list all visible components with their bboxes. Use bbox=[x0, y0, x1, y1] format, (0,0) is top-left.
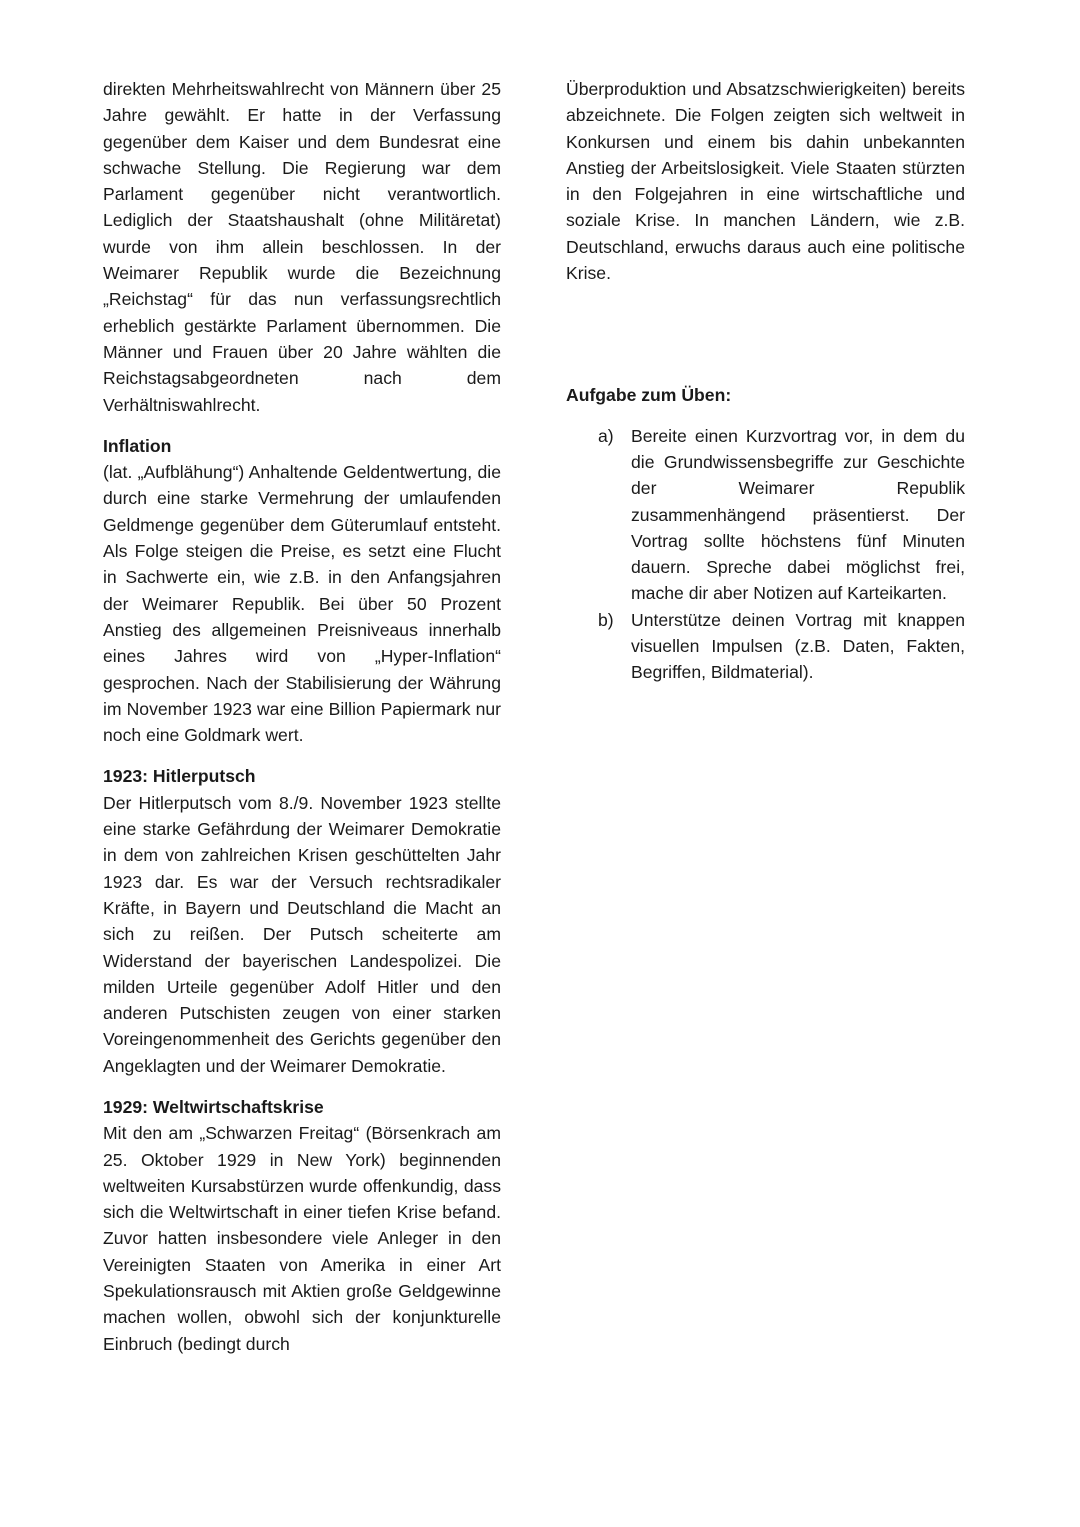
intro-paragraph: direkten Mehrheitswahlrecht von Männern über 25 Jahre gewählt. Er hatte in der Verfassung gegenüber dem Kaiser und dem Bundesrat eine schwache Stellung. Die Regierung war dem Parlament gegenüber nicht verantwortlich. Lediglich der Staatshaushalt (ohne Militäretat) wurde von ihm allein beschlossen. In der Weimarer Republik wurde die Bezeichnung „Reichstag“ für das nun verfassungsrechtlich erheblich gestärkte Parlament übernommen. Die Männer und Frauen über 20 Jahre wählten die Reichstagsabgeordneten nach dem Verhältniswahlrecht. bbox=[103, 79, 501, 415]
right-column bbox=[566, 76, 965, 686]
section-hitlerputsch bbox=[103, 763, 501, 1079]
spacer bbox=[566, 286, 965, 382]
task-marker: a) bbox=[598, 425, 614, 446]
section-text: (lat. „Aufblähung“) Anhaltende Geldentwertung, die durch eine starke Vermehrung der umlaufenden Geldmenge gegenüber dem Güterumlauf entsteht. Als Folge steigen die Preise, es setzt eine Flucht in Sachwerte ein, wie z.B. in den Anfangsjahren der Weimarer Republik. Bei über 50 Prozent Anstieg des allgemeinen Preisniveaus innerhalb eines Jahres wird von „Hyper-Inflation“ gesprochen. Nach der Stabilisierung der Währung im November 1923 war eine Billion Papiermark nur noch eine Goldmark wert. bbox=[103, 462, 501, 746]
section-heading: 1923: Hitlerputsch bbox=[103, 766, 256, 787]
section-text: Der Hitlerputsch vom 8./9. November 1923 stellte eine starke Gefährdung der Weimarer Demokratie in dem von zahlreichen Krisen geschüttelten Jahr 1923 dar. Es war der Versuch rechtsradikaler Kräfte, in Bayern und Deutschland die Macht an sich zu reißen. Der Putsch scheiterte am Widerstand der bayerischen Landespolizei. Die milden Urteile gegenüber Adolf Hitler und den anderen Putschisten zeugen von einer starken Voreingenommenheit des Gerichts gegenüber den Angeklagten und der Weimarer Demokratie. bbox=[103, 792, 501, 1076]
task-list bbox=[566, 423, 965, 686]
task-text: Unterstütze deinen Vortrag mit knappen visuellen Impulsen (z.B. Daten, Fakten, Begriffen, Bildmaterial). bbox=[631, 609, 965, 683]
task-text: Bereite einen Kurzvortrag vor, in dem du die Grundwissensbegriffe zur Geschichte der Weimarer Republik zusammenhängend präsentierst. Der Vortrag sollte höchstens fünf Minuten dauern. Spreche dabei möglichst frei, mache dir aber Notizen auf Karteikarten. bbox=[631, 425, 965, 604]
task-heading: Aufgabe zum Üben: bbox=[566, 385, 732, 406]
task-marker: b) bbox=[598, 609, 614, 630]
task-item-b bbox=[566, 607, 965, 686]
task-block bbox=[566, 382, 965, 685]
left-column bbox=[103, 76, 501, 1357]
section-weltwirtschaftskrise bbox=[103, 1094, 501, 1357]
continuation-paragraph: Überproduktion und Absatzschwierigkeiten) bereits abzeichnete. Die Folgen zeigten sich weltweit in Konkursen und einem bis dahin unbekannten Anstieg der Arbeitslosigkeit. Viele Staaten stürzten in den Folgejahren in eine wirtschaftliche und soziale Krise. In manchen Ländern, wie z.B. Deutschland, erwuchs daraus auch eine politische Krise. bbox=[566, 79, 965, 284]
section-inflation bbox=[103, 433, 501, 749]
section-heading: 1929: Weltwirtschaftskrise bbox=[103, 1096, 324, 1117]
section-heading: Inflation bbox=[103, 435, 172, 456]
section-text: Mit den am „Schwarzen Freitag“ (Börsenkrach am 25. Oktober 1929 in New York) beginnenden weltweiten Kursabstürzen wurde offenkundig, dass sich die Weltwirtschaft in einer tiefen Krise befand. Zuvor hatten insbesondere viele Anleger in den Vereinigten Staaten von Amerika in einer Art Spekulationsrausch mit Aktien große Geldgewinne machen wollen, obwohl sich der konjunkturelle Einbruch (bedingt durch bbox=[103, 1123, 501, 1354]
task-item-a bbox=[566, 423, 965, 607]
